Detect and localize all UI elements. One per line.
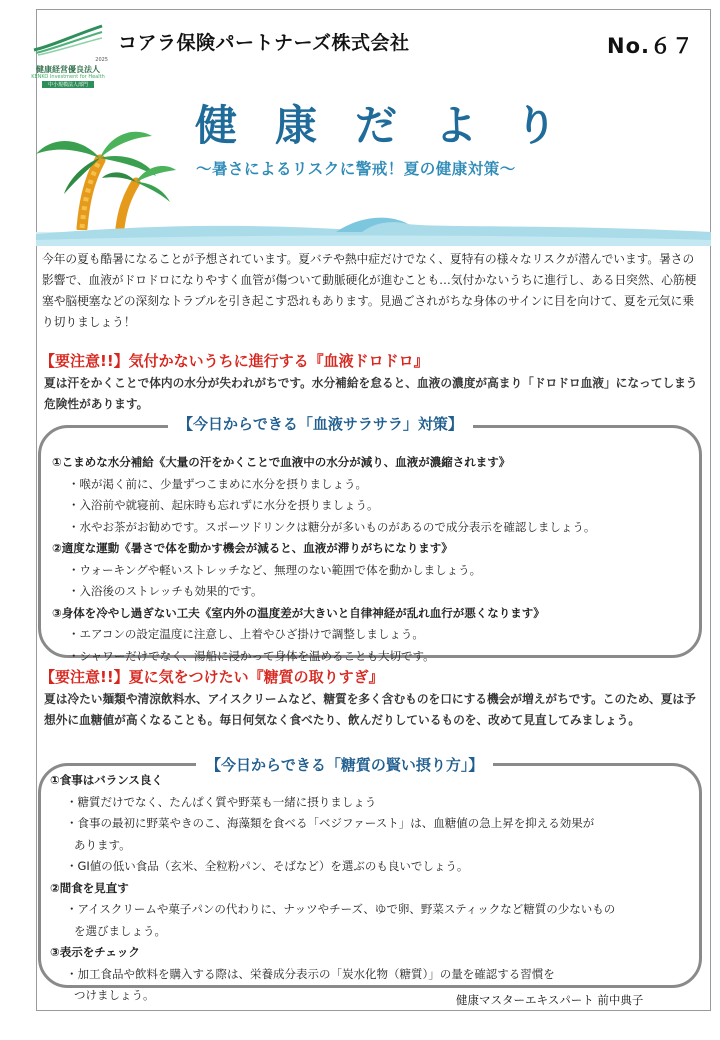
tip-item: ・入浴前や就寝前、起床時も忘れずに水分を摂りましょう。 <box>68 498 379 512</box>
tip-heading: ①こまめな水分補給《大量の汗をかくことで血液中の水分が減り、血液が濃縮されます》 <box>52 455 511 469</box>
logo-sub-text: KENKO Investment for Health <box>31 74 105 80</box>
tip-heading: ①食事はバランス良く <box>50 773 163 787</box>
tip-item: つけましょう。 <box>74 988 155 1002</box>
tip-item: ・加工食品や飲料を購入する際は、栄養成分表示の「炭水化物（糖質）」の量を確認する習慣を <box>66 966 555 981</box>
issue-number: No.６７ <box>607 34 694 58</box>
tip-item: ・食事の最初に野菜やきのこ、海藻類を食べる「ベジファースト」は、血糖値の急上昇を抑える効果が <box>66 816 595 830</box>
section2-heading: 【要注意!!】夏に気をつけたい『糖質の取りすぎ』 <box>40 668 384 686</box>
tip-item: を選びましょう。 <box>74 923 166 938</box>
section1-tips-list <box>52 452 595 667</box>
tip-heading: ③身体を冷やし過ぎない工夫《室内外の温度差が大きいと自律神経が乱れ血行が悪くなります》 <box>52 605 545 620</box>
tip-item: あります。 <box>74 837 131 852</box>
tip-item: ・水やお茶がお勧めです。スポーツドリンクは糖分が多いものがあるので成分表示を確認しましょう。 <box>68 519 596 534</box>
tip-item: ・喉が渇く前に、少量ずつこまめに水分を摂りましょう。 <box>68 476 367 491</box>
ocean-wave-illustration <box>36 210 711 246</box>
tip-item: ・GI値の低い食品（玄米、全粒粉パン、そばなど）を選ぶのも良いでしょう。 <box>66 859 469 873</box>
logo-swoosh-icon <box>32 24 104 56</box>
tip-item: ・アイスクリームや菓子パンの代わりに、ナッツやチーズ、ゆで卵、野菜スティックなど糖質の少ないもの <box>66 902 616 916</box>
tip-item: ・入浴後のストレッチも効果的です。 <box>68 584 263 598</box>
company-name: コアラ保険パートナーズ株式会社 <box>118 32 410 54</box>
tip-heading: ②間食を見直す <box>50 880 129 895</box>
tip-item: ・糖質だけでなく、たんぱく質や野菜も一緒に摂りましょう <box>66 794 377 809</box>
logo-category-tag: 中小規模法人部門 <box>42 81 94 88</box>
health-management-logo <box>28 24 108 96</box>
newsletter-title: 健康だより <box>195 101 596 150</box>
intro-paragraph: 今年の夏も酷暑になることが予想されています。夏バテや熱中症だけでなく、夏特有の様々なリスクが潜んでいます。暑さの影響で、血液がドロドロになりやすく血管が傷ついて動脈硬化が進むことも…気付かないうちに進行し、ある日突然、心筋梗塞や脳梗塞などの深刻なトラブルを引き起こす恐れもあります。見過ごされがちな身体のサインに目を向けて、夏を元気に乗り切りましょう！ <box>42 252 697 329</box>
section2-text: 夏は冷たい麺類や清涼飲料水、アイスクリームなど、糖質を多く含むものを口にする機会が増えがちです。このため、夏は予想外に血糖値が高くなることも。毎日何気なく食べたり、飲んだりしているものを、改めて見直してみましょう。 <box>44 692 696 727</box>
tip-item: ・エアコンの設定温度に注意し、上着やひざ掛けで調整しましょう。 <box>68 627 424 641</box>
section1-box-title: 【今日からできる「血液サラサラ」対策】 <box>168 413 473 434</box>
tip-heading: ②適度な運動《暑さで体を動かす機会が減ると、血液が滞りがちになります》 <box>52 541 453 555</box>
logo-year: 2025 <box>95 57 108 63</box>
author-credit: 健康マスターエキスパート 前中典子 <box>456 993 644 1007</box>
newsletter-subtitle: ～暑さによるリスクに警戒！夏の健康対策～ <box>196 160 516 178</box>
section2-box-title: 【今日からできる「糖質の賢い摂り方」】 <box>196 754 493 775</box>
tip-heading: ③表示をチェック <box>50 945 140 959</box>
section1-text: 夏は汗をかくことで体内の水分が失われがちです。水分補給を怠ると、血液の濃度が高まり「ドロドロ血液」になってしまう危険性があります。 <box>44 376 698 411</box>
logo-main-text: 健康経営優良法人 <box>36 65 100 74</box>
section1-heading: 【要注意!!】気付かないうちに進行する『血液ドロドロ』 <box>40 352 429 370</box>
tip-item: ・シャワーだけでなく、湯船に浸かって身体を温めることも大切です。 <box>68 648 435 663</box>
section2-tips-list <box>50 770 615 1007</box>
tip-item: ・ウォーキングや軽いストレッチなど、無理のない範囲で体を動かしましょう。 <box>68 562 482 577</box>
